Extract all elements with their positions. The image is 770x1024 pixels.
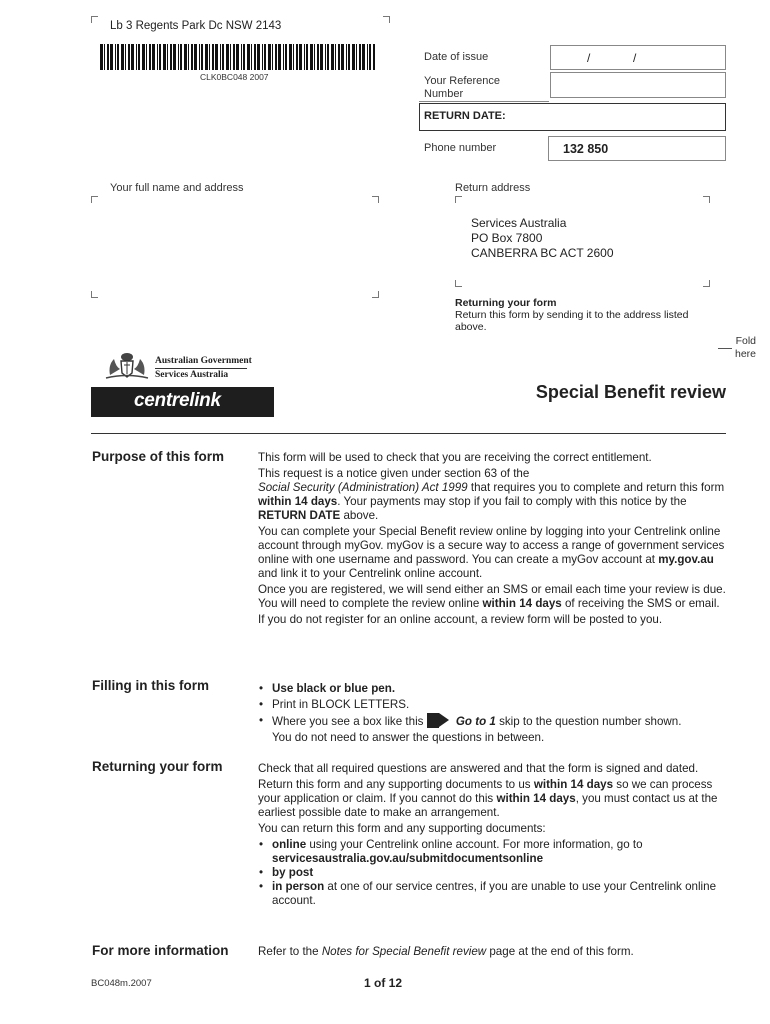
emphasis: within 14 days	[482, 597, 562, 610]
text: of receiving the SMS or email.	[561, 597, 720, 610]
emphasis: within 14 days	[496, 792, 576, 805]
reference-label	[424, 75, 500, 101]
paragraph	[258, 525, 728, 581]
addressee: Lb 3 Regents Park Dc NSW 2143	[110, 20, 282, 32]
barcode-bar	[117, 44, 119, 70]
corner-mark	[91, 16, 98, 23]
barcode-bar	[278, 44, 281, 70]
list-item	[258, 838, 728, 866]
barcode-bar	[184, 44, 187, 70]
barcode-bar	[212, 44, 214, 70]
more-info-body	[258, 945, 728, 959]
barcode-bar	[262, 44, 263, 70]
date-of-issue-field[interactable]	[550, 45, 726, 70]
barcode-bar	[152, 44, 155, 70]
barcode-bar	[296, 44, 298, 70]
returning-note	[455, 297, 705, 333]
barcode	[100, 44, 375, 70]
barcode-bar	[180, 44, 182, 70]
text: Refer to the	[258, 945, 322, 958]
paragraph	[258, 778, 728, 820]
barcode-bar	[226, 44, 229, 70]
barcode-bar	[194, 44, 197, 70]
barcode-bar	[149, 44, 151, 70]
barcode-bar	[131, 44, 134, 70]
barcode-bar	[331, 44, 334, 70]
emphasis: online	[272, 838, 307, 851]
text: that requires you to complete and return this form	[467, 481, 725, 494]
emphasis: RETURN DATE	[258, 509, 341, 522]
corner-mark	[91, 291, 98, 298]
fold-line	[718, 348, 732, 349]
barcode-bar	[348, 44, 350, 70]
reference-label-line: Your Reference	[424, 75, 501, 87]
barcode-bar	[191, 44, 193, 70]
barcode-bar	[188, 44, 189, 70]
returning-note-text: Return this form by sending it to the address listed above.	[455, 309, 689, 333]
notes-title: Notes for Special Benefit review	[321, 945, 487, 958]
fold-text: here	[734, 348, 756, 360]
date-separator: /	[587, 51, 591, 65]
barcode-bar	[373, 44, 375, 70]
corner-mark	[703, 196, 710, 203]
gov-line2: Services Australia	[155, 370, 229, 380]
return-address-line: Services Australia	[471, 216, 567, 230]
text: Return this form and any supporting documents to us	[258, 778, 534, 791]
barcode-bar	[128, 44, 130, 70]
text: Check that all required questions are answered and that the form is signed and dated.	[258, 762, 699, 775]
text: skip to the question number shown.	[495, 715, 682, 728]
barcode-bar	[167, 44, 168, 70]
list-item	[258, 713, 728, 746]
text: . Your payments may stop if you fail to comply with this notice by the	[337, 495, 687, 508]
filling-list	[258, 681, 728, 746]
corner-mark	[455, 280, 462, 287]
text: Use black or blue pen.	[272, 682, 396, 695]
text: above.	[340, 509, 379, 522]
barcode-bar	[222, 44, 224, 70]
barcode-bar	[289, 44, 292, 70]
barcode-bar	[310, 44, 313, 70]
barcode-bar	[306, 44, 308, 70]
text: Once you are registered, we will send either an SMS or email each time your review is due. You will need to complete the review online	[258, 583, 726, 610]
barcode-bar	[283, 44, 284, 70]
return-address-line: CANBERRA BC ACT 2600	[471, 246, 614, 260]
paragraph	[258, 822, 728, 836]
return-address-line: PO Box 7800	[471, 231, 543, 245]
barcode-bar	[100, 44, 103, 70]
emphasis: within 14 days	[533, 778, 614, 791]
form-code: BC048m.2007	[91, 978, 152, 989]
act-name: Social Security (Administration) Act 1999	[258, 481, 468, 494]
centrelink-wordmark: centrelink	[134, 390, 221, 411]
paragraph	[258, 613, 728, 627]
barcode-bar	[115, 44, 116, 70]
barcode-bar	[170, 44, 172, 70]
barcode-bar	[136, 44, 137, 70]
text: This request is a notice given under section 63 of the	[258, 467, 530, 480]
barcode-bar	[293, 44, 294, 70]
coat-of-arms-icon	[102, 347, 152, 381]
text: so we can process your application or claim. If you cannot do this	[258, 778, 713, 805]
text: and link it to your Centrelink online account.	[258, 567, 483, 580]
barcode-bar	[233, 44, 235, 70]
page-number: 1 of 12	[364, 976, 403, 990]
text: You can complete your Special Benefit review online by logging into your Centrelink online account through myGov. myGov is a secure way to access a range of government services online with one username and password. You can create a myGov account at	[258, 525, 725, 566]
barcode-bar	[157, 44, 158, 70]
barcode-bar	[320, 44, 323, 70]
date-separator: /	[633, 51, 637, 65]
goto-arrow-icon	[427, 713, 453, 728]
text: Print in BLOCK LETTERS.	[272, 698, 410, 711]
list-item	[258, 880, 728, 908]
corner-mark	[372, 196, 379, 203]
barcode-bar	[121, 44, 124, 70]
barcode-bar	[362, 44, 365, 70]
centrelink-logo	[91, 387, 274, 417]
paragraph	[258, 451, 728, 465]
barcode-bar	[335, 44, 336, 70]
text: This form will be used to check that you are receiving the correct entitlement.	[258, 451, 652, 464]
return-date-box[interactable]	[419, 103, 726, 131]
barcode-bar	[107, 44, 109, 70]
barcode-bar	[243, 44, 245, 70]
barcode-bar	[268, 44, 271, 70]
barcode-bar	[138, 44, 140, 70]
barcode-bar	[241, 44, 242, 70]
barcode-bar	[209, 44, 210, 70]
barcode-bar	[201, 44, 203, 70]
barcode-bar	[230, 44, 231, 70]
text: You do not need to answer the questions in between.	[272, 731, 545, 744]
barcode-bar	[341, 44, 344, 70]
barcode-bar	[369, 44, 371, 70]
purpose-body	[258, 451, 728, 629]
list-item	[258, 697, 728, 713]
fold-text: Fold	[735, 335, 756, 347]
emphasis: by post	[272, 866, 314, 879]
barcode-text: CLK0BC048 2007	[200, 72, 269, 82]
mygov-link[interactable]: my.gov.au	[658, 553, 714, 566]
filling-heading: Filling in this form	[92, 678, 209, 693]
barcode-bar	[264, 44, 266, 70]
barcode-bar	[163, 44, 166, 70]
paragraph	[258, 583, 728, 611]
text: page at the end of this form.	[486, 945, 634, 958]
form-title: Special Benefit review	[535, 382, 726, 402]
barcode-bar	[352, 44, 355, 70]
barcode-bar	[356, 44, 357, 70]
barcode-bar	[327, 44, 329, 70]
list-item	[258, 681, 728, 697]
goto-text: Go to 1	[455, 715, 496, 728]
barcode-bar	[257, 44, 260, 70]
barcode-bar	[314, 44, 315, 70]
emphasis: within 14 days	[258, 495, 338, 508]
more-info-heading: For more information	[92, 943, 229, 958]
barcode-bar	[275, 44, 277, 70]
return-address-label: Return address	[455, 182, 531, 194]
date-of-issue-label: Date of issue	[424, 51, 489, 63]
barcode-bar	[125, 44, 126, 70]
paragraph	[258, 762, 728, 776]
barcode-bar	[220, 44, 221, 70]
barcode-bar	[104, 44, 105, 70]
returning-heading: Returning your form	[92, 759, 223, 774]
barcode-bar	[304, 44, 305, 70]
barcode-bar	[236, 44, 239, 70]
barcode-bar	[325, 44, 326, 70]
barcode-bar	[359, 44, 361, 70]
barcode-bar	[110, 44, 113, 70]
gov-line1: Australian Government	[155, 356, 252, 366]
barcode-bar	[254, 44, 256, 70]
paragraph	[258, 467, 728, 523]
returning-note-title: Returning your form	[455, 297, 557, 309]
text: You can return this form and any supporting documents:	[258, 822, 546, 835]
corner-mark	[383, 16, 390, 23]
emphasis: in person	[272, 880, 325, 893]
barcode-bar	[205, 44, 208, 70]
gov-divider	[155, 368, 247, 369]
returning-body	[258, 762, 728, 908]
barcode-bar	[317, 44, 319, 70]
barcode-bar	[142, 44, 145, 70]
barcode-bar	[346, 44, 347, 70]
barcode-bar	[285, 44, 287, 70]
barcode-bar	[247, 44, 250, 70]
barcode-bar	[199, 44, 200, 70]
return-date-label: RETURN DATE:	[424, 110, 506, 122]
text: , you must contact us at the earliest possible date to make an arrangement.	[258, 792, 718, 819]
title-rule	[91, 433, 726, 434]
barcode-bar	[215, 44, 218, 70]
reference-label-line: Number	[424, 88, 464, 100]
barcode-bar	[251, 44, 252, 70]
corner-mark	[372, 291, 379, 298]
phone-number-box	[548, 136, 726, 161]
barcode-bar	[146, 44, 147, 70]
phone-label: Phone number	[424, 142, 497, 154]
corner-mark	[455, 196, 462, 203]
submit-documents-link[interactable]: servicesaustralia.gov.au/submitdocumentsonline	[272, 852, 544, 865]
purpose-heading: Purpose of this form	[92, 449, 225, 464]
return-date-divider	[419, 101, 549, 102]
text: at one of our service centres, if you are unable to use your Centrelink online account.	[272, 880, 717, 907]
list-item	[258, 866, 728, 880]
barcode-bar	[338, 44, 340, 70]
barcode-bar	[159, 44, 161, 70]
return-methods-list	[258, 838, 728, 908]
corner-mark	[91, 196, 98, 203]
barcode-bar	[173, 44, 176, 70]
reference-number-field[interactable]	[550, 72, 726, 98]
name-address-label: Your full name and address	[110, 182, 244, 194]
text: using your Centrelink online account. For more information, go to	[306, 838, 643, 851]
return-address	[471, 216, 614, 261]
barcode-bar	[178, 44, 179, 70]
barcode-bar	[272, 44, 273, 70]
corner-mark	[703, 280, 710, 287]
barcode-bar	[299, 44, 302, 70]
phone-number: 132 850	[563, 142, 609, 156]
text: Where you see a box like this	[272, 715, 427, 728]
barcode-bar	[367, 44, 368, 70]
text: If you do not register for an online account, a review form will be posted to you.	[258, 613, 663, 626]
